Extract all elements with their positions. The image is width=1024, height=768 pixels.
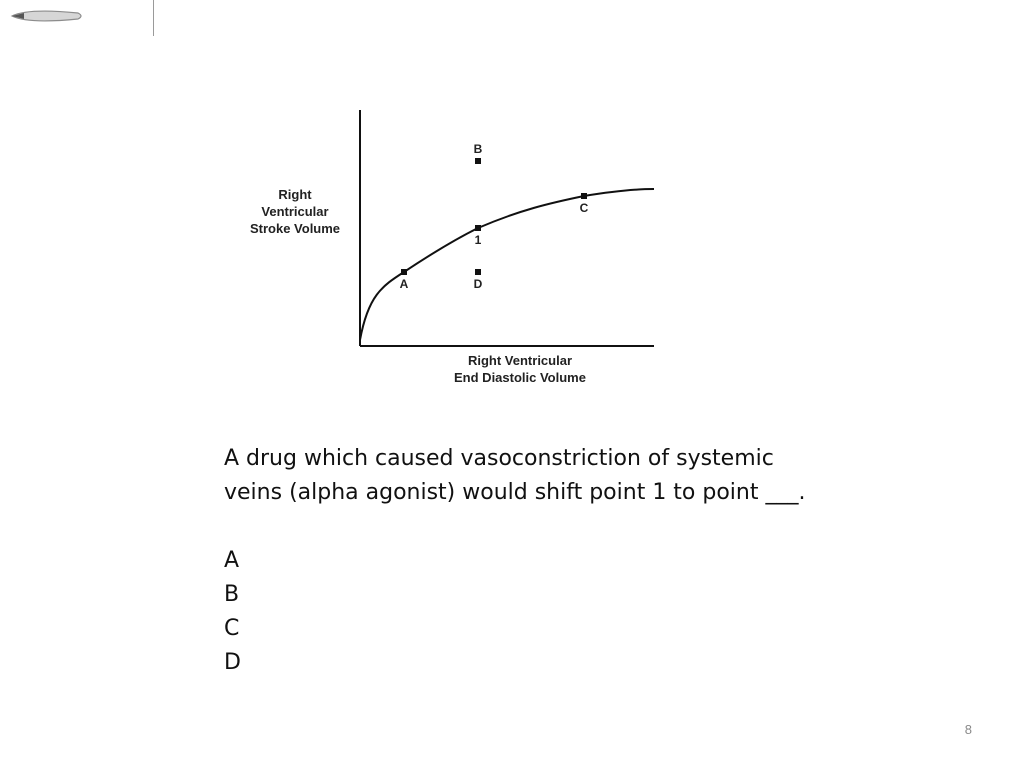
answer-option-c: C (224, 616, 240, 641)
point-label-1: 1 (474, 233, 482, 247)
point-marker-C (581, 193, 587, 199)
answer-option-a: A (224, 548, 240, 573)
question-text: A drug which caused vasoconstriction of systemic veins (alpha agonist) would shift point 1 to point ___. (224, 446, 806, 505)
point-label-B: B (473, 142, 483, 156)
point-marker-1 (475, 225, 481, 231)
point-label-A: A (399, 277, 409, 291)
question-block (224, 442, 864, 680)
answer-option-d: D (224, 650, 241, 675)
header-divider (153, 0, 154, 36)
point-marker-A (401, 269, 407, 275)
point-label-C: C (579, 201, 589, 215)
point-marker-B (475, 158, 481, 164)
point-marker-D (475, 269, 481, 275)
answer-options (224, 544, 864, 680)
curve (360, 189, 654, 340)
logo (8, 6, 84, 26)
x-axis-label: Right Ventricular End Diastolic Volume (454, 353, 586, 385)
point-label-D: D (473, 277, 483, 291)
figure (230, 100, 670, 400)
answer-option-b: B (224, 582, 240, 607)
y-axis-label: Right Ventricular Stroke Volume (249, 187, 341, 236)
page-number: 8 (964, 722, 972, 737)
